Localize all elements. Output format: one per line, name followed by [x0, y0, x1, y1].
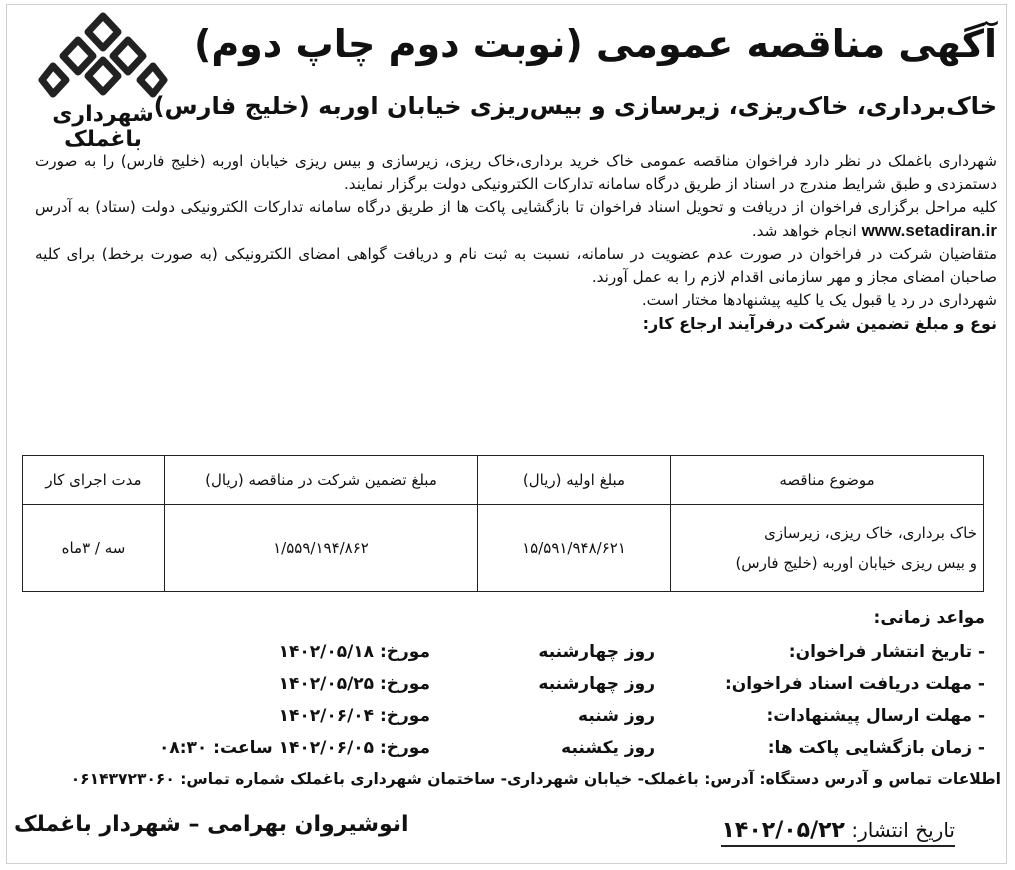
date-value: مورخ: ۱۴۰۲/۰۵/۱۸	[278, 642, 430, 662]
paragraph-2	[35, 196, 997, 243]
date-day: روز چهارشنبه	[538, 674, 655, 694]
header-subject: موضوع مناقصه	[671, 456, 984, 505]
municipality-logo-icon	[38, 10, 168, 102]
signer: انوشیروان بهرامی – شهردار باغملک	[14, 812, 409, 837]
paragraph-2-end: انجام خواهد شد.	[751, 222, 857, 240]
municipality-logo	[18, 10, 188, 152]
date-row	[25, 738, 985, 768]
date-row	[25, 706, 985, 736]
date-day: روز شنبه	[578, 706, 655, 726]
date-day: روز چهارشنبه	[538, 642, 655, 662]
tender-table	[22, 455, 984, 592]
cell-guarantee-amount: ۱/۵۵۹/۱۹۴/۸۶۲	[165, 505, 478, 592]
date-value: مورخ: ۱۴۰۲/۰۶/۰۵ ساعت: ۰۸:۳۰	[158, 738, 430, 758]
paragraph-1: شهرداری باغملک در نظر دارد فراخوان مناقصه عمومی خاک خرید برداری،خاک ریزی، زیرسازی و بیس ریزی خیابان اوربه (خلیج فارس) را به صورت دستمزدی و طبق شرایط مندرج در اسناد از طریق درگاه سامانه تدارکات الکترونیکی دولت برگزار نمایند.	[35, 152, 997, 193]
header-duration: مدت اجرای کار	[23, 456, 165, 505]
guarantee-title: نوع و مبلغ تضمین شرکت درفرآیند ارجاع کار:	[642, 314, 997, 333]
date-label: - مهلت دریافت اسناد فراخوان:	[725, 674, 985, 694]
table-row	[23, 505, 984, 592]
header-guarantee-amount: مبلغ تضمین شرکت در مناقصه (ریال)	[165, 456, 478, 505]
notice-title: آگهی مناقصه عمومی (نوبت دوم چاپ دوم)	[193, 22, 997, 66]
date-day: روز یکشنبه	[561, 738, 655, 758]
date-value: مورخ: ۱۴۰۲/۰۶/۰۴	[278, 706, 430, 726]
paragraph-4: شهرداری در رد یا قبول یک یا کلیه پیشنهادها مختار است.	[641, 291, 997, 309]
date-label: - تاریخ انتشار فراخوان:	[788, 642, 985, 662]
website-link[interactable]: www.setadiran.ir	[861, 221, 997, 240]
cell-duration: سه / ۳ماه	[23, 505, 165, 592]
subject-line-2: و بیس ریزی خیابان اوربه (خلیج فارس)	[735, 554, 977, 572]
paragraph-2-start: کلیه مراحل برگزاری فراخوان از دریافت و تحویل اسناد فراخوان تا بازگشایی پاکت ها از طریق درگاه سامانه تدارکات الکترونیکی دولت (ستاد) به آدرس	[35, 198, 997, 216]
notice-subtitle: خاک‌برداری، خاک‌ریزی، زیرسازی و بیس‌ریزی خیابان اوربه (خلیج فارس)	[153, 92, 997, 120]
date-row	[25, 674, 985, 704]
date-row	[25, 642, 985, 672]
notice-body	[35, 150, 997, 335]
cell-initial-amount: ۱۵/۵۹۱/۹۴۸/۶۲۱	[478, 505, 671, 592]
header-initial-amount: مبلغ اولیه (ریال)	[478, 456, 671, 505]
contact-info: اطلاعات تماس و آدرس دستگاه: آدرس: باغملک- خیابان شهرداری- ساختمان شهرداری باغملک شماره تماس: ۰۶۱۴۳۷۲۳۰۶۰	[70, 770, 1001, 788]
publication-date-value: ۱۴۰۲/۰۵/۲۲	[721, 818, 845, 843]
logo-text: شهرداری باغملک	[52, 102, 154, 152]
publication-date	[721, 818, 955, 847]
table-header-row	[23, 456, 984, 505]
date-label: - مهلت ارسال پیشنهادات:	[766, 706, 985, 726]
date-label: - زمان بازگشایی پاکت ها:	[767, 738, 985, 758]
subject-line-1: خاک برداری، خاک ریزی، زیرسازی	[764, 524, 977, 542]
paragraph-3: متقاضیان شرکت در فراخوان در صورت عدم عضویت در سامانه، نسبت به ثبت نام و دریافت گواهی امضای الکترونیکی (به صورت برخط) برای کلیه صاحبان امضای مجاز و مهر سازمانی اقدام لازم را به عمل آورند.	[35, 245, 997, 286]
publication-date-label: تاریخ انتشار:	[851, 818, 955, 842]
date-value: مورخ: ۱۴۰۲/۰۵/۲۵	[278, 674, 430, 694]
cell-subject	[671, 505, 984, 592]
dates-title: مواعد زمانی:	[873, 608, 985, 628]
